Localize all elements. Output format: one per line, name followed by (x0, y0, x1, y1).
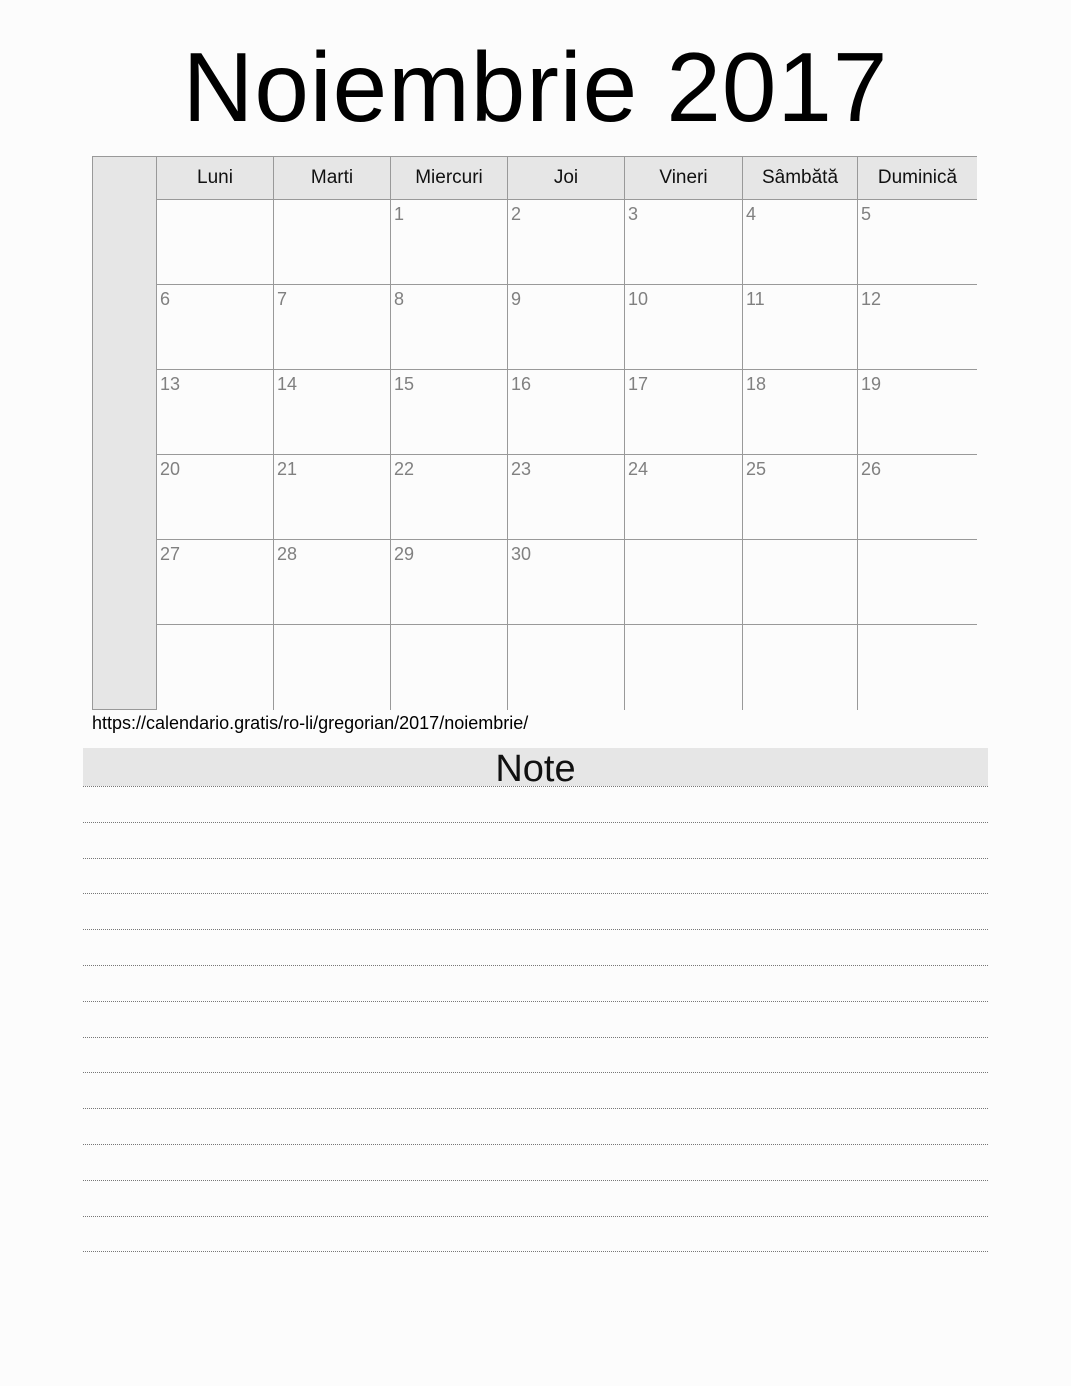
day-cell (274, 200, 391, 285)
day-cell (157, 625, 274, 710)
note-line (83, 893, 988, 894)
day-cell (743, 455, 858, 540)
day-number: 5 (861, 204, 872, 224)
day-number: 24 (628, 459, 649, 479)
day-number: 15 (394, 374, 415, 394)
notes-heading: Note (83, 748, 988, 786)
day-number: 23 (511, 459, 532, 479)
day-cell (157, 200, 274, 285)
day-cell (508, 370, 625, 455)
week-number-column (92, 156, 157, 710)
day-number: 28 (277, 544, 298, 564)
day-cell (274, 625, 391, 710)
day-number: 14 (277, 374, 298, 394)
day-number: 8 (394, 289, 405, 309)
note-line (83, 786, 988, 787)
day-number: 4 (746, 204, 757, 224)
weekday-header: Vineri (625, 157, 743, 200)
day-cell (508, 625, 625, 710)
day-cell (391, 200, 508, 285)
day-number: 29 (394, 544, 415, 564)
day-cell (157, 370, 274, 455)
day-number: 22 (394, 459, 415, 479)
page-title: Noiembrie 2017 (182, 32, 889, 142)
day-cell (743, 540, 858, 625)
note-line (83, 1216, 988, 1217)
note-line (83, 1108, 988, 1109)
day-cell (743, 200, 858, 285)
day-number: 21 (277, 459, 298, 479)
weekday-header: Joi (508, 157, 625, 200)
calendar-grid (92, 156, 977, 710)
day-cell (858, 455, 977, 540)
day-cell (625, 370, 743, 455)
day-cell (508, 285, 625, 370)
day-number: 9 (511, 289, 522, 309)
day-cell (274, 370, 391, 455)
day-cell (858, 625, 977, 710)
note-line (83, 1072, 988, 1073)
day-number: 18 (746, 374, 767, 394)
day-number: 13 (160, 374, 181, 394)
day-cell (858, 200, 977, 285)
day-cell (743, 625, 858, 710)
day-number: 16 (511, 374, 532, 394)
day-cell (274, 455, 391, 540)
source-url-link[interactable]: https://calendario.gratis/ro-li/gregorian/2017/noiembrie/ (92, 713, 529, 733)
day-number: 17 (628, 374, 649, 394)
day-cell (508, 540, 625, 625)
day-number: 3 (628, 204, 639, 224)
day-cell (157, 285, 274, 370)
day-cell (157, 540, 274, 625)
day-cell (391, 540, 508, 625)
day-number: 2 (511, 204, 522, 224)
day-cell (858, 285, 977, 370)
note-line (83, 965, 988, 966)
day-cell (743, 370, 858, 455)
note-line (83, 1251, 988, 1252)
note-line (83, 858, 988, 859)
day-cell (274, 285, 391, 370)
day-cell (391, 455, 508, 540)
day-cell (391, 285, 508, 370)
day-number: 27 (160, 544, 181, 564)
note-line (83, 1001, 988, 1002)
day-number: 11 (746, 289, 765, 309)
day-cell (625, 285, 743, 370)
weekday-header: Sâmbătă (743, 157, 858, 200)
note-line (83, 1037, 988, 1038)
day-cell (625, 200, 743, 285)
weekday-header: Miercuri (391, 157, 508, 200)
note-line (83, 1144, 988, 1145)
note-line (83, 822, 988, 823)
weekday-header: Duminică (858, 157, 977, 200)
weekday-header: Luni (157, 157, 274, 200)
day-cell (743, 285, 858, 370)
day-cell (391, 625, 508, 710)
day-cell (508, 455, 625, 540)
day-cell (625, 625, 743, 710)
day-number: 26 (861, 459, 882, 479)
day-cell (625, 540, 743, 625)
day-number: 12 (861, 289, 882, 309)
day-number: 6 (160, 289, 171, 309)
day-number: 10 (628, 289, 649, 309)
day-number: 1 (394, 204, 405, 224)
day-cell (625, 455, 743, 540)
note-line (83, 1180, 988, 1181)
day-number: 30 (511, 544, 532, 564)
day-number: 19 (861, 374, 882, 394)
day-cell (858, 370, 977, 455)
day-cell (508, 200, 625, 285)
day-number: 7 (277, 289, 288, 309)
day-cell (274, 540, 391, 625)
day-cell (157, 455, 274, 540)
day-cell (391, 370, 508, 455)
note-line (83, 929, 988, 930)
weekday-header: Marti (274, 157, 391, 200)
day-cell (858, 540, 977, 625)
day-number: 25 (746, 459, 767, 479)
day-number: 20 (160, 459, 181, 479)
month-grid (157, 156, 977, 710)
